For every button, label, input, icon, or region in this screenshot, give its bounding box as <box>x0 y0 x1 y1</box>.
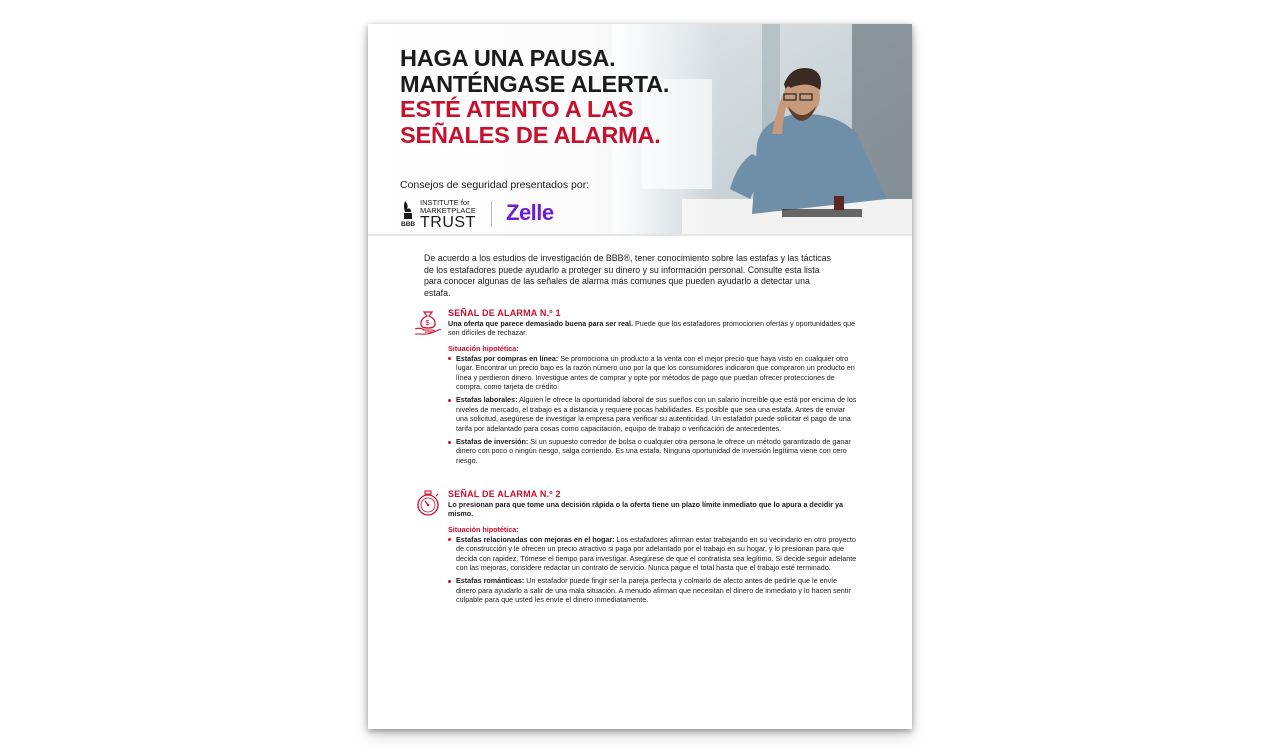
page-headline <box>400 46 669 148</box>
intro-paragraph: De acuerdo a los estudios de investigación de BBB®, tener conocimiento sobre las estafas y las tácticas de los estafadores puede ayudarlo a proteger su dinero y su información personal. Consulte esta lista para conocer algunas de las señales de alarma más comunes que pueden ayudarlo a detectar una estafa. <box>424 253 831 298</box>
logo-divider <box>491 201 492 227</box>
bbb-line-1: INSTITUTE for <box>420 198 470 207</box>
signal-2-hypothetical-label: Situación hipotética: <box>448 524 519 534</box>
signal-1-lead-bold: Una oferta que parece demasiado buena para ser real. <box>448 319 633 328</box>
signal-1-title: SEÑAL DE ALARMA N.º 1 <box>448 308 561 318</box>
item-title: Estafas laborales: <box>456 395 518 405</box>
hero-banner <box>368 24 912 236</box>
stopwatch-icon <box>414 489 442 517</box>
item-title: Estafas románticas: <box>456 576 525 586</box>
signal-2-body <box>448 489 859 609</box>
bbb-institute-logo <box>420 199 476 231</box>
item-title: Estafas relacionadas con mejoras en el hogar: <box>456 534 615 544</box>
item-text: Alguien le ofrece la oportunidad laboral de sus sueños con un salario increíble que está por encima de los niveles de mercado, el trabajo es a distancia y requiere pocas habilidades. Es posible que sea una estafa. Antes de enviar una solicitud, asegúrese de investigar la empresa para verificar su autenticidad. Un estafador puede solicitar el pago de una tarifa por adelantado para cosas como capacitación, equipo de trabajo o verificación de antecedentes. <box>456 395 857 433</box>
signal-2-items <box>448 535 859 605</box>
bbb-line-2: MARKETPLACE <box>420 206 476 215</box>
signal-1-lead-rest: Puede que los estafadores promocionen ofertas y oportunidades que son difíciles de rechazar. <box>448 319 856 338</box>
signal-1-body <box>448 308 859 469</box>
signal-1-hypothetical-label: Situación hipotética: <box>448 343 519 353</box>
item-text: Los estafadores afirman estar trabajando en su vecindario en otro proyecto de construcción y le ofrecen un precio atractivo si paga por adelantado por el trabajo en su hogar, y lo presionan para que decida con rapidez. Tómese el tiempo para investigar. Asegúrese de que el contratista sea legítimo. Si decide seguir adelante con las mejoras, considere redactar un contrato de servicio. Nunca pague el total hasta que el trabajo esté terminado. <box>456 534 857 573</box>
bbb-line-3: TRUST <box>420 214 476 231</box>
money-bag-hand-icon <box>414 308 442 336</box>
signal-2-title: SEÑAL DE ALARMA N.º 2 <box>448 489 561 499</box>
bbb-small-text: BBB <box>401 221 416 228</box>
headline-line-4: SEÑALES DE ALARMA. <box>400 121 661 148</box>
svg-text:$: $ <box>425 320 430 327</box>
list-item <box>448 535 859 573</box>
list-item <box>448 354 859 392</box>
signal-1-lead <box>448 319 859 338</box>
zelle-logo: Zelle <box>506 200 554 225</box>
signal-1-items <box>448 354 859 465</box>
item-text: Si un supuesto corredor de bolsa o cualquier otra persona le ofrece un método garantizado de ganar dinero con poco o ningún riesgo, salga corriendo. Es una estafa. Ninguna oportunidad de inversión legítima viene con cero riesgo. <box>456 437 851 465</box>
signal-2-lead-bold: Lo presionan para que tome una decisión rápida o la oferta tiene un plazo límite inmediato que lo apura a decidir ya mismo. <box>448 500 843 519</box>
signal-2-lead <box>448 500 859 519</box>
item-text: Se promociona un producto a la venta con el mejor precio que haya visto en cualquier otro lugar. Encontrar un precio bajo es la razón número uno por la que los consumidores indicaron que compraron un producto en línea y perdieron dinero. Investigue antes de comprar y opte por métodos de pago que puedan ofrecer protecciones de compra, como tarjeta de crédito. <box>456 353 855 392</box>
list-item <box>448 437 859 465</box>
presented-by-label: Consejos de seguridad presentados por: <box>400 179 590 191</box>
sponsor-logos <box>400 198 600 230</box>
bbb-torch-logo-icon <box>400 200 416 228</box>
document-page <box>368 24 912 729</box>
item-title: Estafas por compras en línea: <box>456 353 559 363</box>
headline-line-2: MANTÉNGASE ALERTA. <box>400 70 670 97</box>
item-title: Estafas de inversión: <box>456 437 529 447</box>
headline-line-1: HAGA UNA PAUSA. <box>400 45 616 71</box>
list-item <box>448 576 859 604</box>
item-text: Un estafador puede fingir ser la pareja perfecta y colmarlo de afecto antes de pedirle que le envíe dinero para ayudarlo a salir de una mala situación. A menudo afirman que necesitan el dinero de inmediato y lo hacen sentir culpable para que usted les envíe el dinero inmediatamente. <box>456 576 851 605</box>
headline-line-3: ESTÉ ATENTO A LAS <box>400 96 634 122</box>
list-item <box>448 395 859 433</box>
